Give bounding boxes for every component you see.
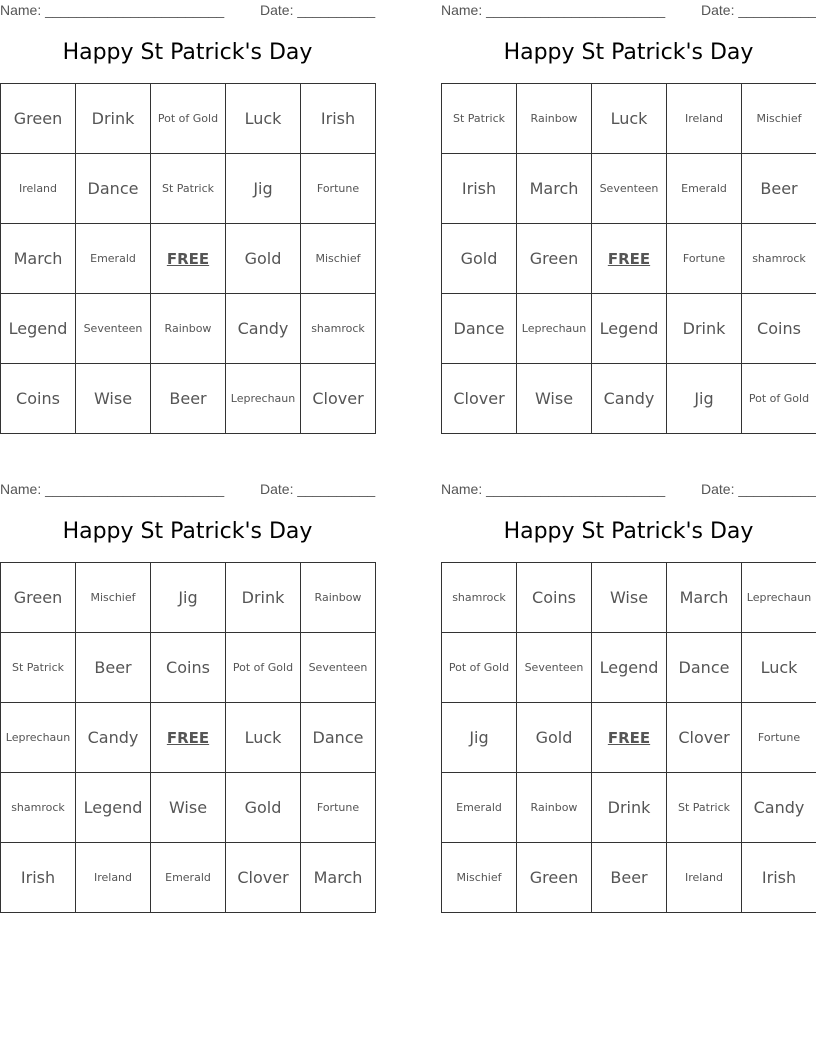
bingo-cell: Coins [517, 563, 592, 633]
bingo-cell: Candy [742, 773, 816, 843]
bingo-cell: Clover [442, 364, 517, 434]
bingo-cell: St Patrick [667, 773, 742, 843]
bingo-cell: Emerald [442, 773, 517, 843]
bingo-cell: Wise [76, 364, 151, 434]
bingo-cell: Jig [226, 154, 301, 224]
bingo-cell: Jig [667, 364, 742, 434]
name-date-line [0, 479, 375, 499]
bingo-cell: Drink [667, 294, 742, 364]
bingo-cell: Beer [151, 364, 226, 434]
bingo-cell: Pot of Gold [151, 84, 226, 154]
grid-row [1, 773, 376, 843]
bingo-cell: shamrock [1, 773, 76, 843]
free-space-cell: FREE [151, 224, 226, 294]
bingo-cell: March [1, 224, 76, 294]
bingo-cell: Candy [76, 703, 151, 773]
bingo-cell: Irish [1, 843, 76, 913]
bingo-cell: Dance [301, 703, 376, 773]
bingo-cell: Wise [151, 773, 226, 843]
bingo-cell: Beer [592, 843, 667, 913]
bingo-cell: Green [1, 563, 76, 633]
bingo-cell: Luck [226, 84, 301, 154]
bingo-cell: Luck [226, 703, 301, 773]
grid-row [1, 84, 376, 154]
bingo-cell: Drink [226, 563, 301, 633]
bingo-cell: Seventeen [76, 294, 151, 364]
bingo-cell: March [301, 843, 376, 913]
date-field-label: Date: __________ [701, 481, 816, 497]
bingo-cell: Emerald [667, 154, 742, 224]
bingo-cell: Green [1, 84, 76, 154]
name-field-label: Name: _______________________ [0, 2, 225, 18]
bingo-cell: Leprechaun [226, 364, 301, 434]
bingo-grid [441, 83, 816, 434]
bingo-cell: Gold [442, 224, 517, 294]
bingo-cell: St Patrick [442, 84, 517, 154]
name-field-label: Name: _______________________ [441, 2, 666, 18]
grid-row [1, 294, 376, 364]
card-title: Happy St Patrick's Day [503, 40, 754, 65]
bingo-cell: Clover [301, 364, 376, 434]
bingo-cell: shamrock [442, 563, 517, 633]
bingo-cell: Seventeen [517, 633, 592, 703]
name-field-label: Name: _______________________ [0, 481, 225, 497]
bingo-cell: Pot of Gold [742, 364, 816, 434]
bingo-cell: Coins [1, 364, 76, 434]
bingo-cell: Fortune [667, 224, 742, 294]
grid-row [442, 703, 816, 773]
grid-row [1, 364, 376, 434]
bingo-cell: Wise [517, 364, 592, 434]
bingo-cell: Coins [742, 294, 816, 364]
card-title: Happy St Patrick's Day [62, 519, 313, 544]
bingo-cell: Coins [151, 633, 226, 703]
bingo-cell: Ireland [1, 154, 76, 224]
bingo-cell: Jig [442, 703, 517, 773]
bingo-cell: Dance [76, 154, 151, 224]
bingo-cell: Emerald [151, 843, 226, 913]
bingo-cell: Pot of Gold [226, 633, 301, 703]
bingo-cell: Beer [742, 154, 816, 224]
bingo-cell: Leprechaun [1, 703, 76, 773]
grid-row [1, 633, 376, 703]
bingo-cell: Ireland [76, 843, 151, 913]
grid-row [1, 224, 376, 294]
date-field-label: Date: __________ [260, 481, 376, 497]
grid-row [442, 224, 816, 294]
bingo-cell: Rainbow [151, 294, 226, 364]
bingo-cell: Fortune [742, 703, 816, 773]
bingo-cell: Ireland [667, 843, 742, 913]
bingo-cell: shamrock [742, 224, 816, 294]
name-field-label: Name: _______________________ [441, 481, 666, 497]
bingo-cell: Gold [517, 703, 592, 773]
bingo-cell: Jig [151, 563, 226, 633]
bingo-cell: Emerald [76, 224, 151, 294]
card-title: Happy St Patrick's Day [503, 519, 754, 544]
bingo-cell: Gold [226, 224, 301, 294]
bingo-cell: Dance [667, 633, 742, 703]
bingo-cell: St Patrick [1, 633, 76, 703]
bingo-cell: St Patrick [151, 154, 226, 224]
bingo-cell: Luck [592, 84, 667, 154]
bingo-cell: Drink [592, 773, 667, 843]
grid-row [1, 154, 376, 224]
bingo-cell: Candy [592, 364, 667, 434]
bingo-cell: Clover [226, 843, 301, 913]
name-date-line [441, 0, 816, 20]
grid-row [442, 773, 816, 843]
grid-row [442, 563, 816, 633]
bingo-cell: Rainbow [301, 563, 376, 633]
bingo-cell: Legend [1, 294, 76, 364]
free-space-cell: FREE [592, 703, 667, 773]
bingo-cell: Seventeen [301, 633, 376, 703]
bingo-cell: Luck [742, 633, 816, 703]
bingo-cell: March [667, 563, 742, 633]
bingo-cell: Ireland [667, 84, 742, 154]
grid-row [442, 154, 816, 224]
bingo-cell: Fortune [301, 773, 376, 843]
bingo-cell: Pot of Gold [442, 633, 517, 703]
grid-row [442, 633, 816, 703]
bingo-cell: Leprechaun [517, 294, 592, 364]
bingo-cell: Green [517, 843, 592, 913]
bingo-cell: Clover [667, 703, 742, 773]
bingo-grid [0, 83, 376, 434]
grid-row [1, 843, 376, 913]
grid-row [442, 364, 816, 434]
bingo-cell: Rainbow [517, 84, 592, 154]
bingo-cell: Gold [226, 773, 301, 843]
bingo-cell: Mischief [76, 563, 151, 633]
bingo-cell: Fortune [301, 154, 376, 224]
bingo-cell: Candy [226, 294, 301, 364]
bingo-cell: Mischief [301, 224, 376, 294]
bingo-cell: Seventeen [592, 154, 667, 224]
bingo-cell: Rainbow [517, 773, 592, 843]
bingo-cell: Mischief [742, 84, 816, 154]
grid-row [442, 843, 816, 913]
grid-row [1, 563, 376, 633]
bingo-cell: Wise [592, 563, 667, 633]
bingo-cell: Irish [742, 843, 816, 913]
bingo-cell: Legend [592, 633, 667, 703]
grid-row [1, 703, 376, 773]
card-title: Happy St Patrick's Day [62, 40, 313, 65]
bingo-cell: Legend [592, 294, 667, 364]
bingo-grid [0, 562, 376, 913]
bingo-cell: Green [517, 224, 592, 294]
bingo-cell: Mischief [442, 843, 517, 913]
bingo-cell: Beer [76, 633, 151, 703]
bingo-cell: Drink [76, 84, 151, 154]
date-field-label: Date: __________ [701, 2, 816, 18]
free-space-cell: FREE [151, 703, 226, 773]
name-date-line [0, 0, 375, 20]
bingo-cell: Dance [442, 294, 517, 364]
bingo-cell: Irish [301, 84, 376, 154]
grid-row [442, 294, 816, 364]
name-date-line [441, 479, 816, 499]
bingo-cell: shamrock [301, 294, 376, 364]
bingo-cell: Leprechaun [742, 563, 816, 633]
bingo-cell: Legend [76, 773, 151, 843]
bingo-cell: Irish [442, 154, 517, 224]
bingo-cell: March [517, 154, 592, 224]
date-field-label: Date: __________ [260, 2, 376, 18]
bingo-grid [441, 562, 816, 913]
grid-row [442, 84, 816, 154]
free-space-cell: FREE [592, 224, 667, 294]
